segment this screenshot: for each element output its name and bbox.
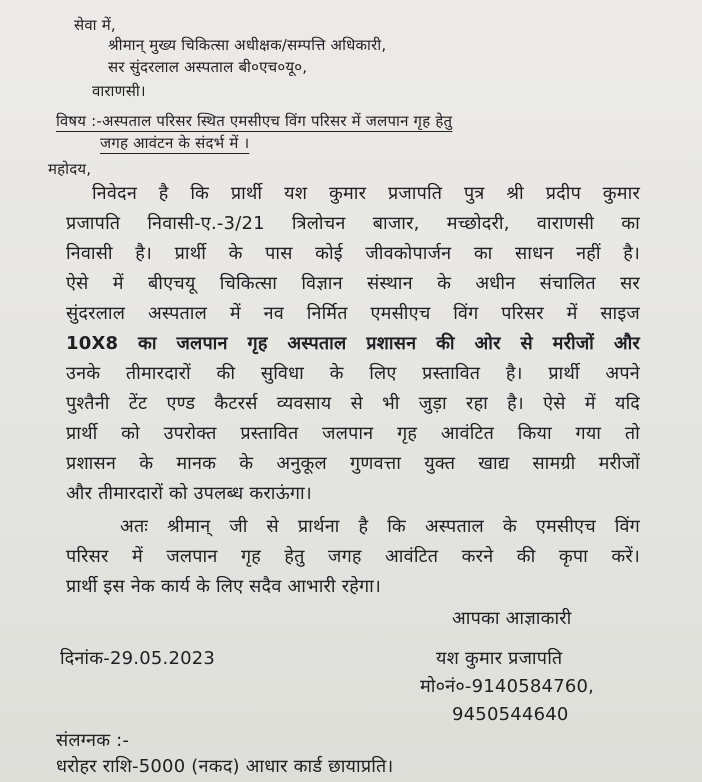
address-to: सेवा में, — [74, 16, 116, 34]
body-line: अतः श्रीमान् जी से प्रार्थना है कि अस्पताल के एमसीएच विंग — [120, 516, 640, 537]
address-designation: श्रीमान् मुख्य चिकित्सा अधीक्षक/सम्पत्ति अधिकारी, — [108, 36, 387, 54]
applicant-name: यश कुमार प्रजापति — [436, 648, 563, 669]
applicant-mobile-alt: 9450544640 — [452, 704, 569, 725]
body-line: प्रार्थी को उपरोक्त प्रस्तावित जलपान गृह आवंटित किया गया तो — [66, 423, 640, 444]
address-hospital: सर सुंदरलाल अस्पताल बी०एच०यू०, — [108, 58, 308, 76]
applicant-mobile: मो०नं०-9140584760, — [420, 676, 595, 697]
body-line: प्रशासन के मानक के अनुकूल गुणवत्ता युक्त खाद्य सामग्री मरीजों — [66, 453, 640, 474]
body-line: प्रार्थी इस नेक कार्य के लिए सदैव आभारी रहेगा। — [66, 576, 382, 597]
enclosure-item: धरोहर राशि-5000 (नकद) आधार कार्ड छायाप्रति। — [56, 756, 394, 777]
address-city: वाराणसी। — [92, 82, 146, 100]
body-line: निवेदन है कि प्रार्थी यश कुमार प्रजापति पुत्र श्री प्रदीप कुमार — [92, 183, 640, 204]
body-line: और तीमारदारों को उपलब्ध कराऊंगा। — [66, 483, 312, 504]
body-line: उनके तीमारदारों की सुविधा के लिए प्रस्तावित है। प्रार्थी अपने — [66, 363, 640, 384]
body-line: प्रजापति निवासी-ए.-3/21 त्रिलोचन बाजार, मच्छोदरी, वाराणसी का — [66, 213, 640, 234]
enclosure-label: संलग्नक :- — [56, 730, 130, 751]
subject-line-1: विषय :-अस्पताल परिसर स्थित एमसीएच विंग परिसर में जलपान गृह हेतु — [56, 112, 453, 130]
body-line: सुंदरलाल अस्पताल में नव निर्मित एमसीएच विंग परिसर में साइज — [66, 303, 640, 324]
sign-off: आपका आज्ञाकारी — [452, 608, 572, 629]
salutation: महोदय, — [48, 160, 92, 178]
subject-line-2: जगह आवंटन के संदर्भ में । — [100, 134, 250, 152]
body-line: ऐसे में बीएचयू चिकित्सा विज्ञान संस्थान के अधीन संचालित सर — [66, 273, 640, 294]
body-line: पुश्तैनी टेंट एण्ड कैटरर्स व्यवसाय से भी जुड़ा रहा है। ऐसे में यदि — [66, 393, 640, 414]
body-line: परिसर में जलपान गृह हेतु जगह आवंटित करने की कृपा करें। — [66, 546, 640, 567]
body-line: निवासी है। प्रार्थी के पास कोई जीवकोपार्जन का साधन नहीं है। — [66, 243, 640, 264]
body-line: 10X8 का जलपान गृह अस्पताल प्रशासन की ओर से मरीजों और — [66, 333, 640, 354]
letter-date: दिनांक-29.05.2023 — [60, 648, 216, 669]
